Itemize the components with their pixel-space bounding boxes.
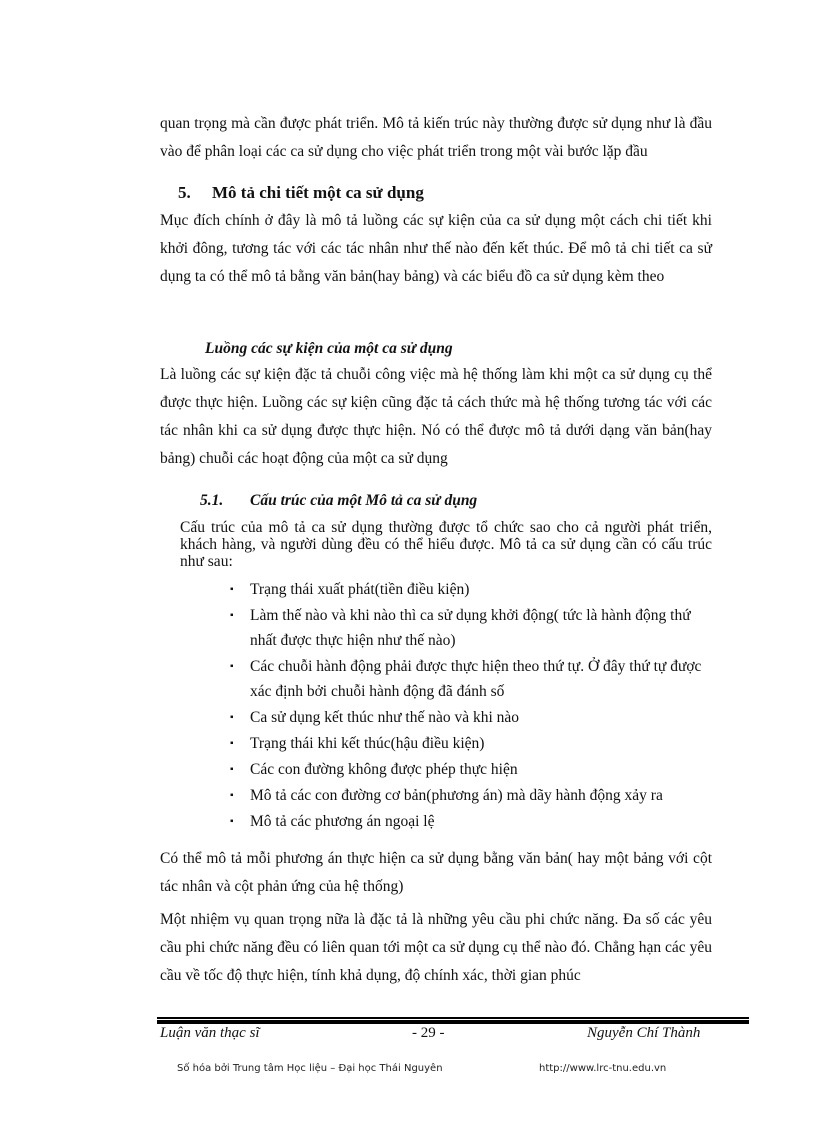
- page-number: - 29 -: [412, 1025, 445, 1041]
- bullet-icon: ▪: [230, 661, 234, 672]
- list-item: ▪ Các chuỗi hành động phải được thực hiện theo thứ tự. Ở đây thứ tự được xác định bởi chuỗi hành động đã đánh số: [230, 654, 712, 704]
- bullet-icon: ▪: [230, 610, 234, 621]
- section-5-heading: [178, 183, 424, 203]
- section-5-1-title: Cấu trúc của một Mô tả ca sử dụng: [250, 492, 478, 509]
- bullet-icon: ▪: [230, 712, 234, 723]
- bullet-icon: ▪: [230, 790, 234, 801]
- footer-divider: [157, 1017, 749, 1019]
- list-item: ▪ Mô tả các con đường cơ bản(phương án) mà dãy hành động xảy ra: [230, 783, 712, 808]
- list-item: ▪ Làm thế nào và khi nào thì ca sử dụng khởi động( tức là hành động thứ nhất được thực hiện như thế nào): [230, 603, 712, 653]
- section-5-1-heading: [200, 492, 477, 510]
- list-item: ▪ Trạng thái khi kết thúc(hậu điều kiện): [230, 731, 712, 756]
- alternative-paragraph: Có thể mô tả mỗi phương án thực hiện ca sử dụng bằng văn bản( hay một bảng với cột tác nhân và cột phản ứng của hệ thống): [160, 850, 712, 895]
- section-5-1-number: 5.1.: [200, 492, 224, 509]
- structure-list: [230, 577, 712, 835]
- section-5-title: Mô tả chi tiết một ca sử dụng: [212, 183, 424, 202]
- footer-divider-thick: [157, 1020, 749, 1024]
- structure-paragraph: Cấu trúc của mô tả ca sử dụng thường được tổ chức sao cho cả người phát triển, khách hàng, và người dùng đều có thể hiểu được. Mô tả ca sử dụng cần có cấu trúc như sau:: [180, 519, 712, 570]
- list-item: ▪ Ca sử dụng kết thúc như thế nào và khi nào: [230, 705, 712, 730]
- flow-heading: Luồng các sự kiện của một ca sử dụng: [205, 340, 453, 357]
- flow-paragraph: Là luồng các sự kiện đặc tả chuỗi công việc mà hệ thống làm khi một ca sử dụng cụ thể được thực hiện. Luồng các sự kiện cũng đặc tả cách thức mà hệ thống tương tác với các tác nhân khi ca sử dụng được thực hiện. Nó có thể được mô tả dưới dạng văn bản(hay bảng) chuỗi các hoạt động của một ca sử dụng: [160, 366, 712, 467]
- list-item: ▪ Mô tả các phương án ngoại lệ: [230, 809, 712, 834]
- bullet-icon: ▪: [230, 584, 234, 595]
- bullet-icon: ▪: [230, 816, 234, 827]
- footer-thesis-label: Luận văn thạc sĩ: [160, 1025, 260, 1041]
- section-5-paragraph: Mục đích chính ở đây là mô tả luồng các sự kiện của ca sử dụng một cách chi tiết khi khởi đông, tương tác với các tác nhân như thế nào đến kết thúc. Để mô tả chi tiết ca sử dụng ta có thể mô tả bằng văn bản(hay bảng) và các biểu đồ ca sử dụng kèm theo: [160, 212, 712, 285]
- bullet-icon: ▪: [230, 764, 234, 775]
- bullet-icon: ▪: [230, 738, 234, 749]
- list-item: ▪ Trạng thái xuất phát(tiền điều kiện): [230, 577, 712, 602]
- section-5-number: 5.: [178, 183, 191, 202]
- nonfunctional-paragraph: Một nhiệm vụ quan trọng nữa là đặc tả là những yêu cầu phi chức năng. Đa số các yêu cầu phi chức năng đều có liên quan tới một ca sử dụng cụ thể nào đó. Chẳng hạn các yêu cầu về tốc độ thực hiện, tính khả dụng, độ chính xác, thời gian phúc: [160, 911, 712, 984]
- footer-author: Nguyễn Chí Thành: [587, 1025, 701, 1041]
- intro-paragraph: quan trọng mà cần được phát triển. Mô tả kiến trúc này thường được sử dụng như là đầu vào để phân loại các ca sử dụng cho việc phát triển trong một vài bước lặp đầu: [160, 115, 712, 160]
- list-item: ▪ Các con đường không được phép thực hiện: [230, 757, 712, 782]
- digitization-credit: Số hóa bởi Trung tâm Học liệu – Đại học Thái Nguyên: [177, 1063, 443, 1074]
- source-url: http://www.lrc-tnu.edu.vn: [539, 1063, 667, 1074]
